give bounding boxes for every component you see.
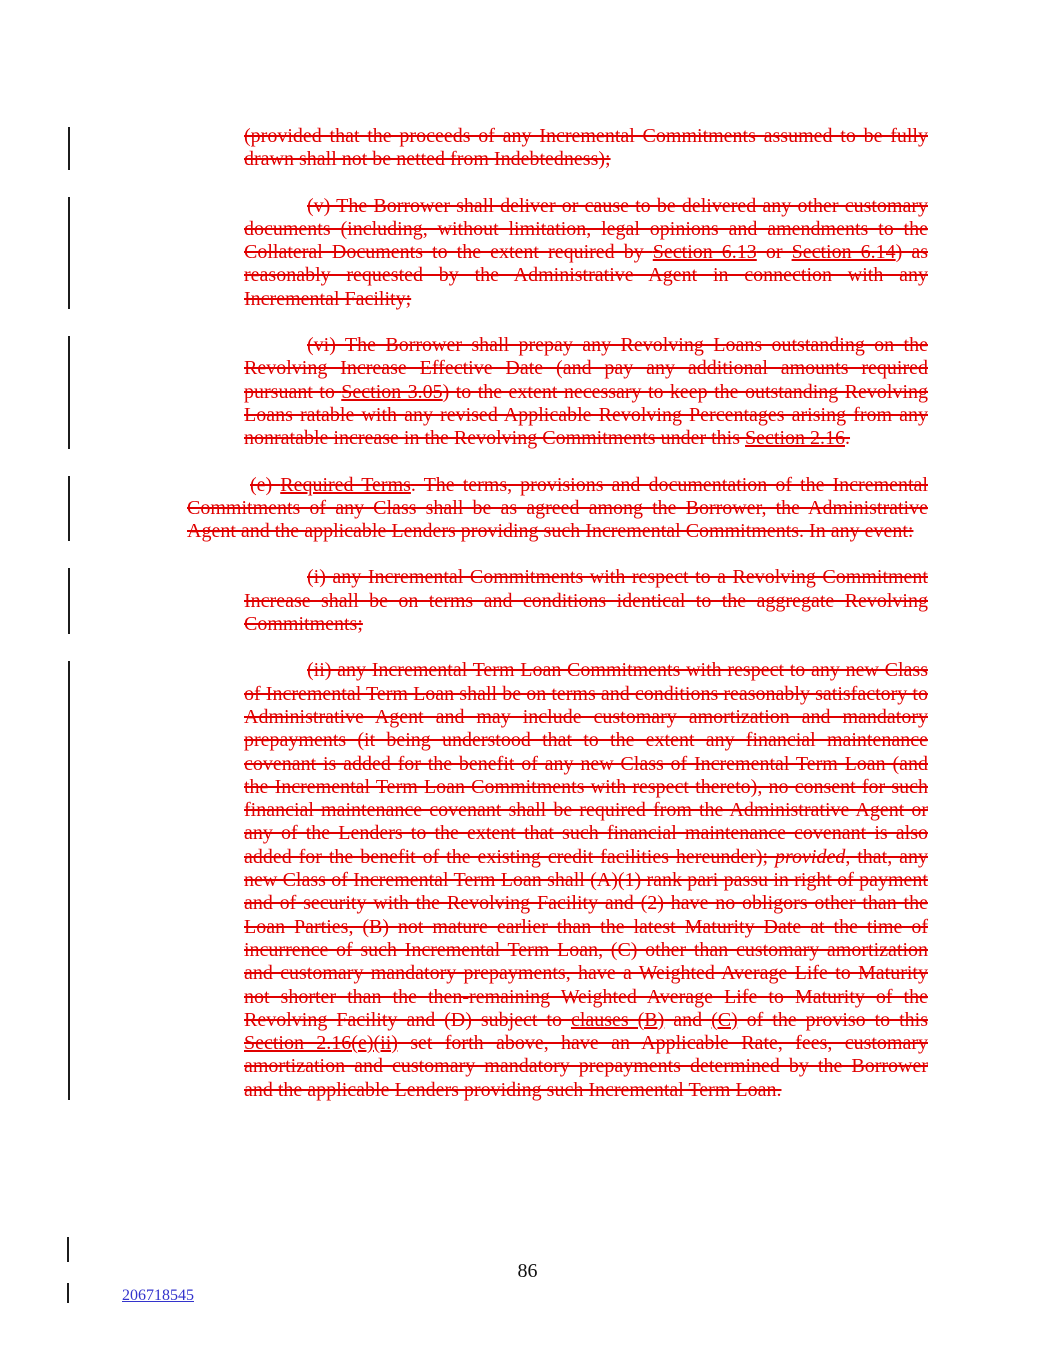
- text-segment: clauses (B): [570, 1008, 665, 1031]
- text-segment: Section 6.13: [652, 241, 757, 264]
- document-id-link[interactable]: 206718545: [122, 1287, 194, 1304]
- change-bar: [68, 661, 70, 1100]
- text-segment: (v) The Borrower shall deliver or cause to be delivered any other customary documents (including, without limitation, legal opinions and amendments to the Collateral Documents to the extent required by: [244, 194, 928, 264]
- text-segment: ) to the extent necessary to keep the outstanding Revolving Loans ratable with any revised Applicable Revolving Percentages arising from any nonratable increase in the Revolving Commitments under this: [244, 380, 929, 450]
- text-segment: Section 6.14: [791, 241, 896, 264]
- text-segment: .: [845, 427, 851, 450]
- text-segment: provided: [774, 845, 846, 868]
- text-segment: (provided that the proceeds of any Incremental Commitments assumed to be fully drawn shall not be netted from Indebtedness);: [244, 125, 928, 171]
- paragraph-text: [244, 195, 928, 310]
- change-bar: [68, 197, 70, 309]
- deleted-clause-v: [244, 195, 928, 311]
- paragraph-text: [244, 659, 928, 1100]
- change-bar: [68, 127, 70, 170]
- text-segment: ) as reasonably requested by the Administrative Agent in connection with any Incremental Facility;: [244, 241, 928, 310]
- paragraph-text: [244, 334, 928, 449]
- text-segment: . The terms, provisions and documentation of the Incremental Commitments of any Class shall be as agreed among the Borrower, the Administrative Agent and the applicable Lenders providing such Incremental Commitments. In any event:: [187, 473, 928, 543]
- text-segment: (e): [250, 473, 281, 496]
- change-bar: [68, 476, 70, 542]
- text-segment: (i) any Incremental Commitments with respect to a Revolving Commitment Increase shall be on terms and conditions identical to the aggregate Revolving Commitments;: [244, 566, 928, 636]
- text-segment: Required Terms: [280, 473, 411, 496]
- change-bar: [67, 1283, 69, 1303]
- text-segment: , that, any new Class of Incremental Term Loan shall (A)(1) rank pari passu in right of payment and of security with the Revolving Facility and (2) have no obligors other than the Loan Parties, (B) not mature earlier than the latest Maturity Date at the time of incurrence of such Incremental Term Loan, (C) other than customary amortization and customary mandatory prepayments, have a Weighted Average Life to Maturity not shorter than the then-remaining Weighted Average Life to Maturity of the Revolving Facility and (D) subject to: [244, 845, 929, 1031]
- text-segment: (vi) The Borrower shall prepay any Revolving Loans outstanding on the Revolving Increase Effective Date (and pay any additional amounts required pursuant to: [244, 334, 928, 403]
- paragraph-text: [244, 125, 928, 170]
- deleted-paragraph-e-required-terms: [187, 474, 928, 544]
- text-segment: of the proviso to this: [737, 1008, 928, 1031]
- change-bar: [68, 568, 70, 634]
- text-segment: (C): [711, 1008, 738, 1031]
- text-segment: (ii) any Incremental Term Loan Commitments with respect to any new Class of Incremental Term Loan shall be on terms and conditions reasonably satisfactory to Administrative Agent and may include customary amortization and mandatory prepayments (it being understood that to the extent any financial maintenance covenant is added for the benefit of any new Class of Incremental Term Loan (and the Incremental Term Loan Commitments with respect thereto), no consent for such financial maintenance covenant shall be required from the Administrative Agent or any of the Lenders to the extent that such financial maintenance covenant is also added for the benefit of the existing credit facilities hereunder);: [244, 659, 928, 868]
- change-bar: [67, 1237, 69, 1262]
- deleted-clause-vi: [244, 334, 928, 450]
- paragraph-text: [244, 566, 928, 635]
- text-segment: and: [664, 1008, 712, 1031]
- paragraph-text: [187, 474, 928, 543]
- text-segment: Section 2.16(e)(ii): [244, 1032, 398, 1055]
- text-segment: Section 2.16: [745, 427, 846, 450]
- text-segment: or: [756, 241, 792, 264]
- deleted-clause-e-ii: [244, 659, 928, 1102]
- text-segment: Section 3.05: [341, 380, 443, 403]
- page-number: 86: [517, 1260, 538, 1282]
- deleted-fragment-proviso: [244, 125, 928, 172]
- text-segment: set forth above, have an Applicable Rate, fees, customary amortization and customary mandatory prepayments determined by the Borrower and the applicable Lenders providing such Incremental Term Loan.: [244, 1032, 928, 1101]
- deleted-clause-e-i: [244, 566, 928, 636]
- change-bar: [68, 336, 70, 448]
